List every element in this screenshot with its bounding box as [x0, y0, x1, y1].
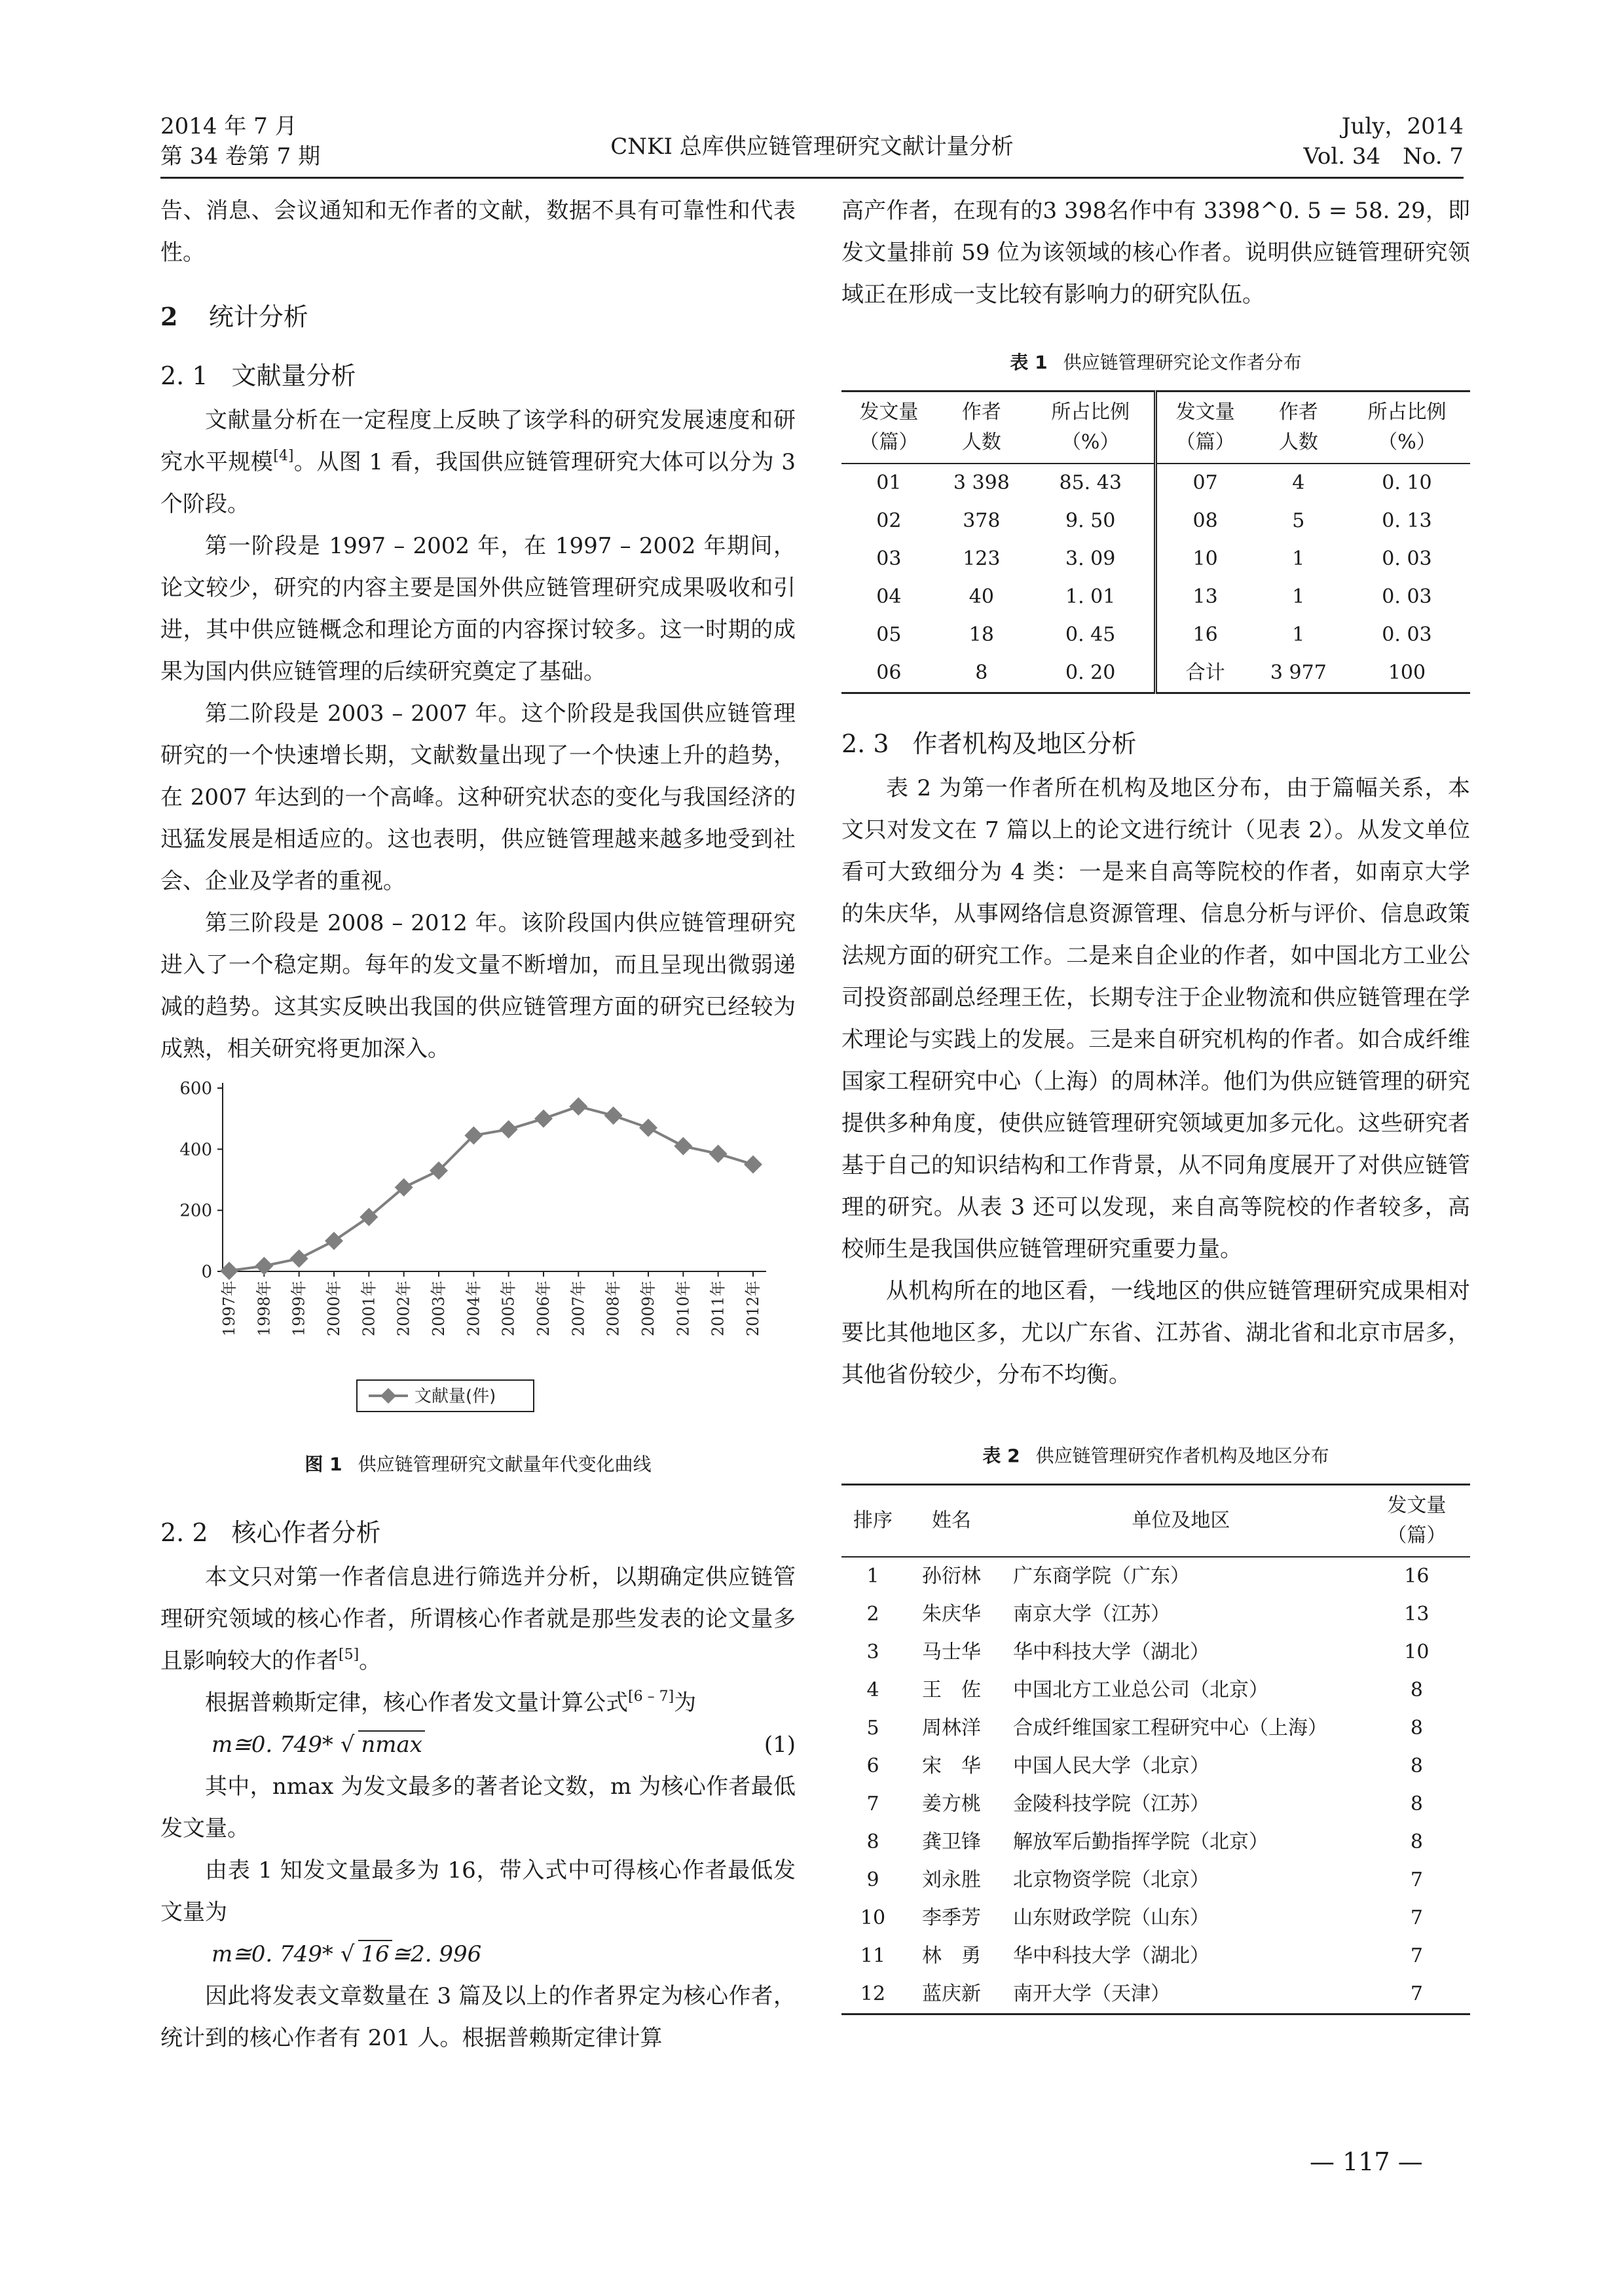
data-point — [744, 1156, 762, 1174]
table-row — [841, 540, 1470, 578]
left-column — [160, 190, 796, 2059]
citation: [5] — [339, 1647, 360, 1663]
paragraph-4: 第三阶段是 2008 – 2012 年。该阶段国内供应链管理研究进入了一个稳定期。每年的发文量不断增加，而且呈现出微弱递减的趋势。这其实反映出我国的供应链管理方面的研究已经较为成熟，相关研究将更加深入。 — [160, 910, 796, 1062]
table-cell: 85. 43 — [1027, 464, 1156, 502]
table-cell: 3 977 — [1270, 661, 1327, 684]
section-heading-2 — [160, 296, 796, 338]
x-tick-label: 2012年 — [744, 1281, 762, 1337]
header-cell — [1344, 392, 1470, 464]
table-cell: 0. 03 — [1382, 585, 1432, 608]
y-tick-label: 200 — [179, 1201, 212, 1221]
table-cell: 李季芳 — [922, 1906, 981, 1929]
paragraph-6 — [160, 1682, 796, 1724]
table-1-caption — [841, 342, 1470, 384]
figure-caption — [160, 1444, 796, 1485]
table-cell: 8 — [975, 661, 988, 684]
paragraph-5 — [160, 1556, 796, 1682]
x-tick-label: 2008年 — [604, 1281, 623, 1337]
table-cell: 13 — [1192, 585, 1218, 608]
table-cell: 7 — [1410, 1982, 1423, 2005]
data-point — [290, 1249, 308, 1267]
equation-number: (1) — [764, 1732, 796, 1758]
table-cell: 7 — [1410, 1906, 1423, 1929]
legend-label: 文献量(件) — [415, 1387, 496, 1406]
table-cell: 13 — [1404, 1603, 1430, 1626]
table-cell: 宋 华 — [922, 1755, 981, 1777]
formula-1 — [160, 1724, 796, 1766]
header-cell — [1027, 392, 1156, 464]
header-text: 作者 人数 — [1278, 401, 1318, 454]
data-point — [709, 1144, 728, 1163]
data-point — [569, 1097, 587, 1116]
citation: [6 – 7] — [628, 1688, 674, 1705]
header-cell — [1363, 1485, 1470, 1558]
table-cell: 6 — [866, 1755, 879, 1777]
table-cell: 8 — [1410, 1793, 1423, 1815]
figure-title: 供应链管理研究文献量年代变化曲线 — [358, 1453, 652, 1475]
section-number: 2. 3 — [841, 729, 889, 758]
data-point — [604, 1106, 623, 1125]
x-tick-label: 2010年 — [674, 1281, 693, 1337]
table-cell: 8 — [866, 1831, 879, 1853]
table-cell: 3 398 — [953, 471, 1010, 494]
table-cell: 南京大学（江苏） — [1013, 1603, 1170, 1626]
table-cell: 0. 45 — [1027, 616, 1156, 654]
header-text: 所占比例 （%） — [1051, 401, 1130, 454]
figure-1 — [160, 1074, 796, 1441]
table-row — [841, 1709, 1470, 1747]
table-cell: 1 — [1292, 547, 1305, 570]
y-tick-label: 400 — [179, 1140, 212, 1160]
table-cell: 378 — [963, 509, 1001, 532]
table-cell: 朱庆华 — [922, 1603, 981, 1626]
data-point — [325, 1231, 343, 1250]
x-tick-label: 2003年 — [430, 1281, 448, 1337]
header-cell — [999, 1485, 1363, 1558]
table-cell: 03 — [876, 547, 902, 570]
table-row — [841, 1595, 1470, 1633]
table-number: 表 1 — [1010, 352, 1048, 373]
paragraph-intro: 告、消息、会议通知和无作者的文献，数据不具有可靠性和代表性。 — [160, 198, 796, 266]
paragraph-10: 表 2 为第一作者所在机构及地区分布，由于篇幅关系，本文只对发文在 7 篇以上的论文进行统计（见表 2）。从发文单位看可大致细分为 4 类：一是来自高等院校的作者，如南京大学的朱庆华，从事网络信息资源管理、信息分析与评价、信息政策法规方面的研究工作。二是来自企业的作者，如中国北方工业公司投资部副总经理王佐，长期专注于企业物流和供应链管理在学术理论与实践上的发展。三是来自研究机构的作者。如合成纤维国家工程研究中心（上海）的周林洋。他们为供应链管理的研究提供多种角度，使供应链管理研究领域更加多元化。这些研究者基于自己的知识结构和工作背景，从不同角度展开了对供应链管理的研究。从表 3 还可以发现，来自高等院校的作者较多，高校师生是我国供应链管理研究重要力量。 — [841, 775, 1470, 1262]
table-cell: 11 — [860, 1944, 886, 1967]
table-cell: 南开大学（天津） — [1013, 1982, 1170, 2005]
page-number: — 117 — — [1310, 2147, 1423, 2176]
table-cell: 100 — [1388, 661, 1426, 684]
header-text: 排序 — [853, 1509, 893, 1532]
table-cell: 07 — [1192, 471, 1218, 494]
table-cell: 华中科技大学（湖北） — [1013, 1641, 1209, 1664]
table-cell: 18 — [969, 623, 994, 646]
formula-radicand: 16 — [358, 1940, 392, 1967]
table-title: 供应链管理研究作者机构及地区分布 — [1035, 1445, 1329, 1467]
table-cell: 7 — [1410, 1944, 1423, 1967]
table-cell: 7 — [1410, 1868, 1423, 1891]
table-cell: 金陵科技学院（江苏） — [1013, 1793, 1209, 1815]
table-cell: 孙衍林 — [922, 1565, 981, 1588]
table-cell: 5 — [866, 1717, 879, 1740]
running-header — [160, 111, 1464, 179]
header-volume-en: Vol. 34 No. 7 — [1303, 143, 1464, 170]
table-row — [841, 654, 1470, 693]
table-cell: 10 — [860, 1906, 886, 1929]
y-tick-label: 0 — [201, 1262, 212, 1282]
table-cell: 4 — [1292, 471, 1305, 494]
x-tick-label: 2007年 — [569, 1281, 588, 1337]
table-cell: 02 — [876, 509, 902, 532]
table-row — [841, 1823, 1470, 1861]
header-cell — [1156, 392, 1253, 464]
table-cell: 广东商学院（广东） — [1013, 1565, 1190, 1588]
table-cell: 北京物资学院（北京） — [1013, 1868, 1209, 1891]
paragraph-3: 第二阶段是 2003 – 2007 年。这个阶段是我国供应链管理研究的一个快速增长期，文献数量出现了一个快速上升的趋势，在 2007 年达到的一个高峰。这种研究状态的变化与我国经济的迅猛发展是相适应的。这也表明，供应链管理越来越多地受到社会、企业及学者的重视。 — [160, 701, 796, 894]
table-cell: 10 — [1404, 1641, 1430, 1664]
table-cell: 8 — [1410, 1679, 1423, 1702]
table-cell: 1 — [1292, 585, 1305, 608]
table-cell: 06 — [876, 661, 902, 684]
table-cell: 3 — [866, 1641, 879, 1664]
header-text: 发文量 （篇） — [859, 401, 919, 454]
formula-lhs: m≅0. 749* — [212, 1732, 333, 1758]
table-cell: 7 — [866, 1793, 879, 1815]
x-tick-label: 1999年 — [289, 1281, 308, 1337]
data-point — [674, 1137, 692, 1156]
section-title: 核心作者分析 — [231, 1518, 381, 1547]
formula-rhs: ≅2. 996 — [392, 1941, 482, 1967]
x-tick-label: 1998年 — [255, 1281, 274, 1337]
table-cell: 山东财政学院（山东） — [1013, 1906, 1209, 1929]
table-cell: 姜方桃 — [922, 1793, 981, 1815]
section-heading-2-1 — [160, 355, 796, 397]
table-row — [841, 1937, 1470, 1975]
header-cell — [841, 392, 936, 464]
table-cell: 合计 — [1185, 661, 1225, 684]
header-volume: 第 34 卷第 7 期 — [160, 143, 321, 170]
section-title: 作者机构及地区分析 — [912, 729, 1137, 758]
table-cell: 合成纤维国家工程研究中心（上海） — [1013, 1717, 1327, 1740]
table-cell: 8 — [1410, 1831, 1423, 1853]
x-tick-label: 2002年 — [394, 1281, 413, 1337]
table-row — [841, 616, 1470, 654]
data-point — [639, 1119, 657, 1137]
paragraph-2: 第一阶段是 1997 – 2002 年，在 1997 – 2002 年期间，论文较少，研究的内容主要是国外供应链管理研究成果吸收和引进，其中供应链概念和理论方面的内容探讨较多。这一时期的成果为国内供应链管理的后续研究奠定了基础。 — [160, 533, 796, 685]
table-cell: 05 — [876, 623, 902, 646]
table-2-body — [841, 1557, 1470, 2014]
text: 文献量分析在一定程度上反映了该学科的研究发展速度和研究水平规模 — [160, 407, 796, 475]
formula-lhs: m≅0. 749* — [212, 1941, 333, 1967]
header-date-en: July，2014 — [1341, 113, 1464, 139]
x-tick-label: 2001年 — [360, 1281, 378, 1337]
section-number: 2. 2 — [160, 1518, 208, 1547]
table-cell: 中国北方工业总公司（北京） — [1013, 1679, 1268, 1702]
text: 为 — [674, 1690, 697, 1716]
table-cell: 1 — [1292, 623, 1305, 646]
paragraph-9: 因此将发表文章数量在 3 篇及以上的作者界定为核心作者，统计到的核心作者有 201 人。根据普赖斯定律计算 — [160, 1983, 796, 2051]
x-tick-label: 2004年 — [464, 1281, 483, 1337]
formula-radicand: nmax — [358, 1730, 425, 1758]
table-cell: 龚卫锋 — [922, 1831, 981, 1853]
table-cell: 123 — [963, 547, 1001, 570]
x-tick-label: 2006年 — [534, 1281, 553, 1337]
table-row — [841, 1785, 1470, 1823]
table-cell: 10 — [1192, 547, 1218, 570]
table-cell: 解放军后勤指挥学院（北京） — [1013, 1831, 1268, 1853]
x-tick-label: 2011年 — [709, 1281, 728, 1337]
figure-number: 图 1 — [304, 1453, 342, 1475]
table-row — [841, 464, 1470, 502]
header-text: 发文量 （篇） — [1175, 401, 1235, 454]
table-cell: 04 — [876, 585, 902, 608]
table-cell: 8 — [1410, 1717, 1423, 1740]
text: 。从图 1 看，我国供应链管理研究大体可以分为 3 个阶段。 — [160, 449, 796, 517]
table-cell: 0. 03 — [1382, 623, 1432, 646]
table-cell: 华中科技大学（湖北） — [1013, 1944, 1209, 1967]
table-row — [841, 1975, 1470, 2014]
table-header-row — [841, 392, 1470, 464]
paragraph-11: 从机构所在的地区看，一线地区的供应链管理研究成果相对要比其他地区多，尤以广东省、江苏省、湖北省和北京市居多，其他省份较少，分布不均衡。 — [841, 1278, 1470, 1388]
x-tick-label: 2005年 — [499, 1281, 518, 1337]
section-number: 2 — [160, 302, 178, 331]
paragraph-7: 其中，nmax 为发文最多的著者论文数，m 为核心作者最低发文量。 — [160, 1774, 796, 1842]
header-cell — [904, 1485, 999, 1558]
citation: [4] — [273, 448, 294, 464]
x-tick-label: 1997年 — [220, 1281, 238, 1337]
header-text: 所占比例 （%） — [1367, 401, 1447, 454]
table-row — [841, 1899, 1470, 1937]
table-title: 供应链管理研究论文作者分布 — [1063, 352, 1302, 373]
table-cell: 16 — [1192, 623, 1218, 646]
section-heading-2-3 — [841, 723, 1470, 765]
table-cell: 12 — [860, 1982, 886, 2005]
data-point — [534, 1110, 553, 1128]
data-point — [500, 1120, 518, 1139]
table-row — [841, 1747, 1470, 1785]
text: 本文只对第一作者信息进行筛选并分析，以期确定供应链管理研究领域的核心作者，所谓核心作者就是那些发表的论文量多且影响较大的作者 — [160, 1564, 796, 1674]
table-row — [841, 1861, 1470, 1899]
table-row — [841, 502, 1470, 540]
paragraph-continued: 高产作者，在现有的3 398名作中有 3398^0. 5 = 58. 29，即发文量排前 59 位为该领域的核心作者。说明供应链管理研究领域正在形成一支比较有影响力的研究队伍。 — [841, 198, 1470, 308]
y-tick-label: 600 — [179, 1079, 212, 1099]
header-text: 发文量 （篇） — [1387, 1494, 1447, 1547]
table-2-caption — [841, 1435, 1470, 1477]
header-date: 2014 年 7 月 — [160, 113, 297, 139]
section-heading-2-2 — [160, 1512, 796, 1554]
table-cell: 林 勇 — [922, 1944, 981, 1967]
header-text: 单位及地区 — [1132, 1509, 1230, 1532]
text: 。 — [359, 1648, 382, 1674]
table-2 — [841, 1484, 1470, 2015]
right-column — [841, 190, 1470, 2015]
table-row — [841, 1671, 1470, 1709]
header-text: 姓名 — [932, 1509, 971, 1532]
section-title: 文献量分析 — [231, 361, 356, 390]
paragraph-1 — [160, 399, 796, 525]
table-cell: 周林洋 — [922, 1717, 981, 1740]
table-1-body — [841, 464, 1470, 693]
table-1 — [841, 390, 1470, 694]
table-cell: 5 — [1292, 509, 1305, 532]
text: 根据普赖斯定律，核心作者发文量计算公式 — [205, 1690, 628, 1716]
series-line — [229, 1106, 753, 1271]
table-cell: 08 — [1192, 509, 1218, 532]
table-cell: 2 — [866, 1603, 879, 1626]
table-cell: 01 — [876, 471, 902, 494]
table-cell: 马士华 — [922, 1641, 981, 1664]
header-title: CNKI 总库供应链管理研究文献计量分析 — [610, 134, 1014, 160]
table-cell: 0. 10 — [1382, 471, 1432, 494]
paragraph-8: 由表 1 知发文量最多为 16，带入式中可得核心作者最低发文量为 — [160, 1857, 796, 1925]
formula-2 — [160, 1933, 796, 1975]
table-cell: 0. 13 — [1382, 509, 1432, 532]
header-cell — [841, 1485, 904, 1558]
table-cell: 1. 01 — [1027, 578, 1156, 616]
x-tick-label: 2000年 — [325, 1281, 343, 1337]
table-cell: 40 — [969, 585, 994, 608]
header-cell — [1253, 392, 1344, 464]
table-cell: 3. 09 — [1027, 540, 1156, 578]
header-cell — [936, 392, 1027, 464]
table-cell: 9. 50 — [1027, 502, 1156, 540]
data-point — [255, 1257, 273, 1275]
table-cell: 16 — [1404, 1565, 1430, 1588]
table-row — [841, 578, 1470, 616]
table-cell: 0. 03 — [1382, 547, 1432, 570]
table-cell: 4 — [866, 1679, 879, 1702]
table-cell: 8 — [1410, 1755, 1423, 1777]
x-tick-label: 2009年 — [639, 1281, 657, 1337]
line-chart — [160, 1074, 796, 1427]
sqrt-icon: √ — [340, 1732, 355, 1758]
table-cell: 9 — [866, 1868, 879, 1891]
sqrt-icon: √ — [340, 1941, 355, 1967]
table-cell: 1 — [866, 1565, 879, 1588]
table-header-row — [841, 1485, 1470, 1558]
table-row — [841, 1633, 1470, 1671]
table-cell: 王 佐 — [922, 1679, 981, 1702]
table-cell: 刘永胜 — [922, 1868, 981, 1891]
table-cell: 0. 20 — [1027, 654, 1156, 693]
section-number: 2. 1 — [160, 361, 208, 390]
section-title: 统计分析 — [208, 302, 308, 331]
table-row — [841, 1557, 1470, 1595]
table-cell: 中国人民大学（北京） — [1013, 1755, 1209, 1777]
table-cell: 蓝庆新 — [922, 1982, 981, 2005]
table-number: 表 2 — [982, 1445, 1020, 1467]
header-issue-en — [1303, 111, 1464, 172]
header-text: 作者 人数 — [961, 401, 1001, 454]
